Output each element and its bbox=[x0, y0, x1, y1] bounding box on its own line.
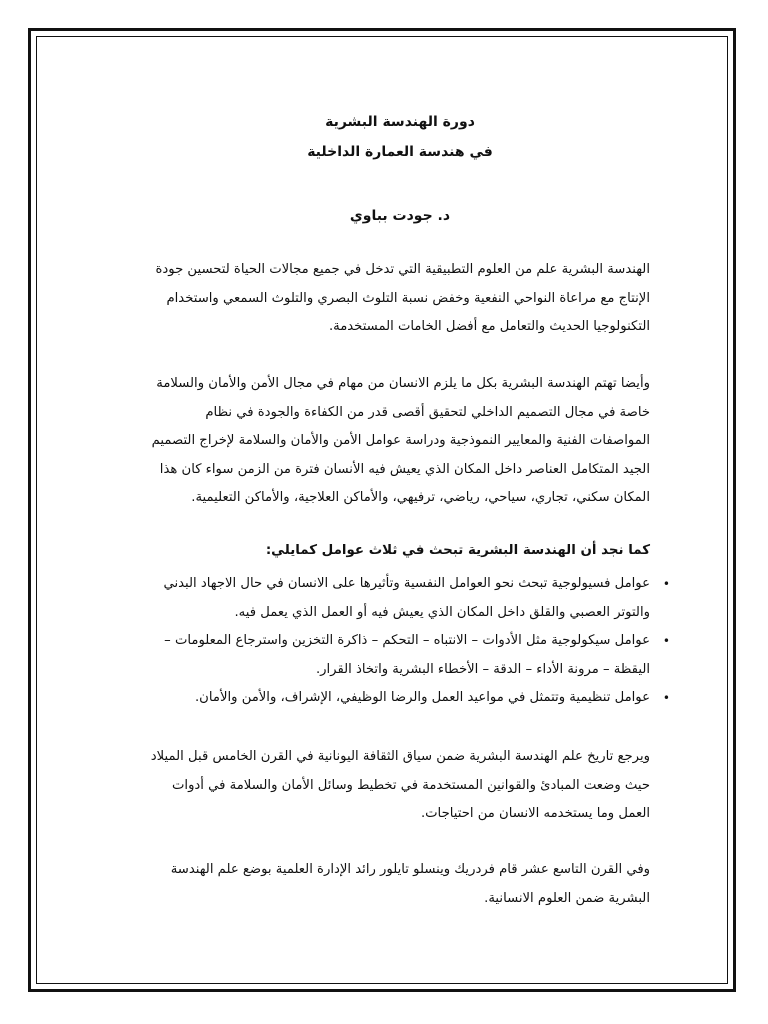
factors-list bbox=[150, 570, 672, 713]
list-item bbox=[150, 570, 670, 627]
factor-text: عوامل سيكولوجية مثل الأدوات – الانتباه – التحكم – ذاكرة التخزين واسترجاع المعلومات – اليقظة – مرونة الأداء – الدقة – الأخطاء البشرية واتخاذ القرار. bbox=[164, 633, 650, 677]
list-item bbox=[150, 684, 670, 713]
factor-text: عوامل تنظيمية وتتمثل في مواعيد العمل والرضا الوظيفي، الإشراف، والأمن والأمان. bbox=[194, 690, 650, 705]
paragraph-taylor: وفي القرن التاسع عشر قام فردريك وينسلو تايلور رائد الإدارة العلمية بوضع علم الهندسة البشرية ضمن العلوم الانسانية. bbox=[170, 862, 650, 906]
list-item bbox=[150, 627, 670, 684]
author-name: د. جودت بباوي bbox=[349, 208, 451, 224]
bullet-icon: • bbox=[662, 691, 670, 705]
paragraph-intro: الهندسة البشرية علم من العلوم التطبيقية التي تدخل في جميع مجالات الحياة لتحسين جودة الإنتاج مع مراعاة النواحي النفعية وخفض نسبة التلوث البصري والتلوث السمعي واستخدام التكنولوجيا الحديث والتعامل مع أفضل الخامات المستخدمة. bbox=[155, 262, 650, 334]
bullet-icon: • bbox=[662, 577, 670, 591]
paragraph-history: ويرجع تاريخ علم الهندسة البشرية ضمن سياق الثقافة اليونانية في القرن الخامس قبل الميلاد حيث وضعت المبادئ والقوانين المستخدمة في تخطيط وسائل الأمان والسلامة في أدوات العمل وما يستخدمه الانسان من احتياجات. bbox=[150, 749, 650, 821]
paragraph-safety: وأيضا تهتم الهندسة البشرية بكل ما يلزم الانسان من مهام في مجال الأمن والأمان والسلامة خاصة في مجال التصميم الداخلي لتحقيق أقصى قدر من الكفاءة والجودة في نظام المواصفات الفنية والمعايير النموذجية ودراسة عوامل الأمن والأمان والسلامة لإخراج التصميم الجيد المتكامل العناصر داخل المكان الذي يعيش فيه الأنسان فترة من الزمن سواء كان هذا المكان سكني، تجاري، سياحي، رياضي، ترفيهي، والأماكن العلاجية، والأماكن التعليمية. bbox=[151, 376, 650, 505]
section-heading: كما نجد أن الهندسة البشرية تبحث في ثلاث عوامل كمايلي: bbox=[265, 543, 650, 558]
title-line-1: دورة الهندسة البشرية bbox=[325, 114, 475, 130]
title-line-2: في هندسة العمارة الداخلية bbox=[307, 144, 493, 160]
document-page bbox=[150, 0, 670, 1024]
bullet-icon: • bbox=[662, 634, 670, 648]
factor-text: عوامل فسيولوجية تبحث نحو العوامل النفسية وتأثيرها على الانسان في حال الاجهاد البدني والتوتر العصبي والقلق داخل المكان الذي يعيش فيه أو العمل الذي يعمل فيه. bbox=[163, 576, 650, 620]
